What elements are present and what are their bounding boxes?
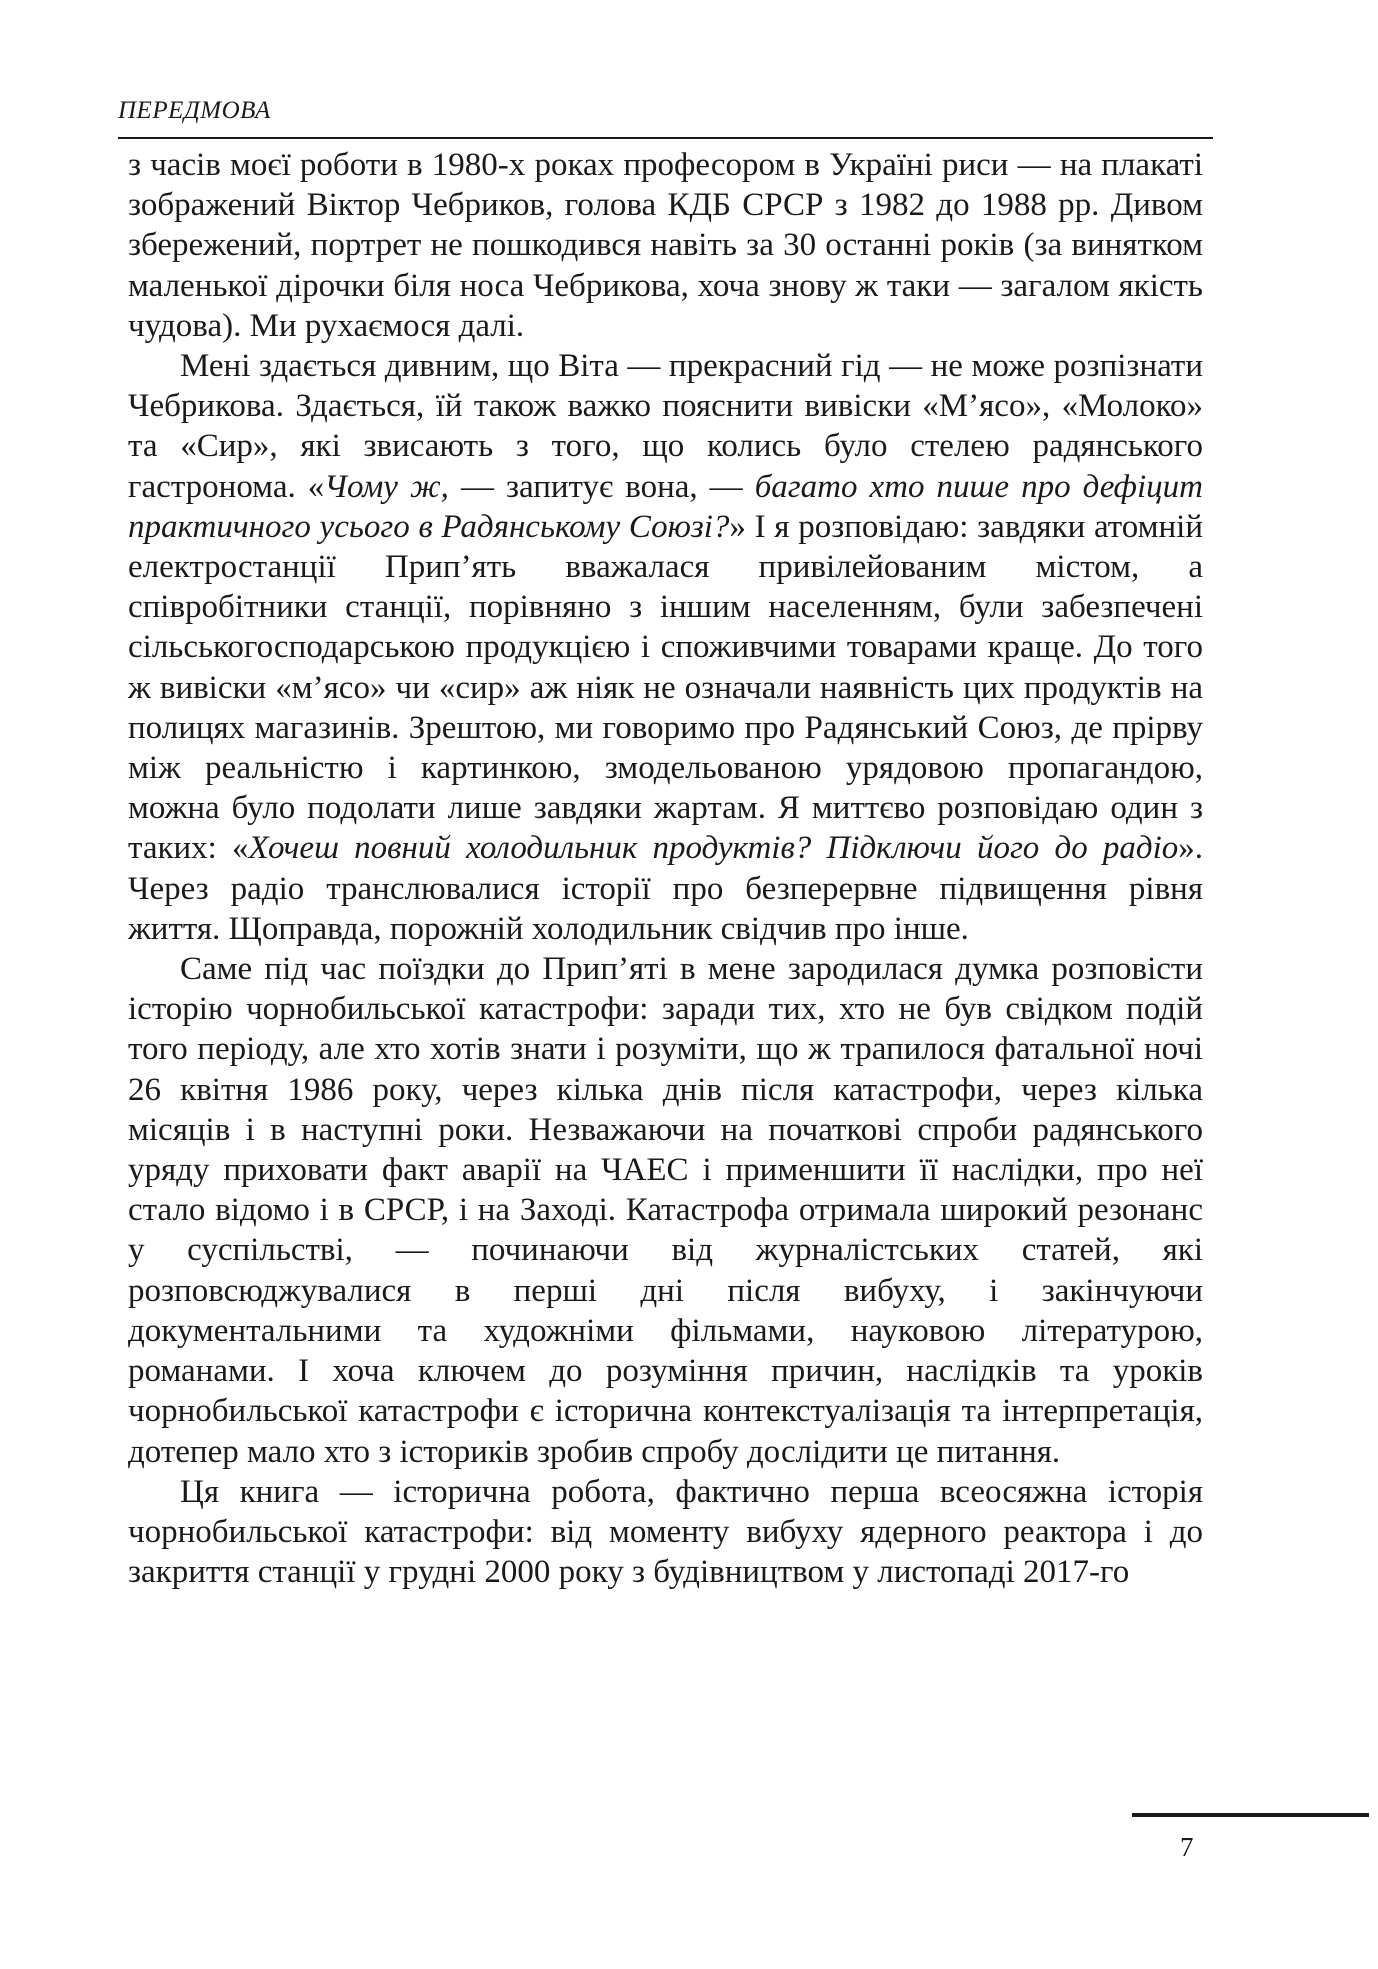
page-number: 7 xyxy=(1180,1832,1194,1862)
paragraph-2-text-3: » І я розповідаю: завдяки атомній електростанції Прип’ять вважалася привілейованим містом, а співробітники станції, порівняно з іншим населенням, були забезпечені сільськогосподарською продукцією і споживчими товарами краще. До того ж вивіски «м’ясо» чи «сир» аж ніяк не означали наявність цих продуктів на полицях магазинів. Зрештою, ми говоримо про Радянський Союз, де прірву між реальністю і картинкою, змодельованою урядовою пропагандою, можна було подолати лише завдяки жартам. Я миттєво розповідаю один з таких: « xyxy=(128,508,1203,867)
header-divider xyxy=(118,137,1213,139)
paragraph-2-text-2: — запитує вона, — xyxy=(448,468,755,505)
paragraph-2 xyxy=(128,346,1203,949)
page-body xyxy=(128,145,1203,1592)
paragraph-2-joke: Хочеш повний холодильник продуктів? Підключи його до радіо xyxy=(248,830,1179,867)
paragraph-4: Ця книга — історична робота, фактично перша всеосяжна історія чорнобильської катастрофи: від моменту вибуху ядерного реактора і до закриття станції у грудні 2000 року з будівництвом у листопаді 2017-го xyxy=(128,1473,1203,1591)
footer-divider xyxy=(1132,1813,1369,1817)
paragraph-1: з часів моєї роботи в 1980-х роках професором в Україні риси — на плакаті зображений Віктор Чебриков, голова КДБ СРСР з 1982 до 1988 рр. Дивом збережений, портрет не пошкодився навіть за 30 останні років (за винятком маленької дірочки біля носа Чебрикова, хоча знову ж таки — загалом якість чудова). Ми рухаємося далі. xyxy=(128,147,1203,344)
running-head: ПЕРЕДМОВА xyxy=(118,97,271,124)
paragraph-3: Саме під час поїздки до Прип’яті в мене зародилася думка розповісти історію чорнобильської катастрофи: заради тих, хто не був свідком подій того періоду, але хто хотів знати і розуміти, що ж трапилося фатальної ночі 26 квітня 1986 року, через кілька днів після катастрофи, через кілька місяців і в наступні роки. Незважаючи на початкові спроби радянського уряду приховати факт аварії на ЧАЕС і применшити її наслідки, про неї стало відомо і в СРСР, і на Заході. Катастрофа отримала широкий резонанс у суспільстві, — починаючи від журналістських статей, які розповсюджувалися в перші дні після вибуху, і закінчуючи документальними та художніми фільмами, науковою літературою, романами. І хоча ключем до розуміння причин, наслідків та уроків чорнобильської катастрофи є історична контекстуалізація та інтерпретація, дотепер мало хто з істориків зробив спробу дослідити це питання. xyxy=(128,951,1203,1470)
paragraph-2-quote-1: Чому ж, xyxy=(324,468,449,505)
paragraph-2-text-1: Мені здається дивним, що Віта — прекрасний гід — не може розпізнати Чебрикова. Здається, їй також важко пояснити вивіски «М’ясо», «Молоко» та «Сир», які звисають з того, що колись було стелею радянського гастронома. « xyxy=(128,348,1203,505)
paragraph-2-quote-2: багато хто пише про дефіцит практичного усього в Радянському Союзі? xyxy=(128,468,1203,545)
paragraph-2-text-4: ». Через радіо транслювалися історії про безперервне підвищення рівня життя. Щоправда, порожній холодильник свідчив про інше. xyxy=(128,830,1203,947)
